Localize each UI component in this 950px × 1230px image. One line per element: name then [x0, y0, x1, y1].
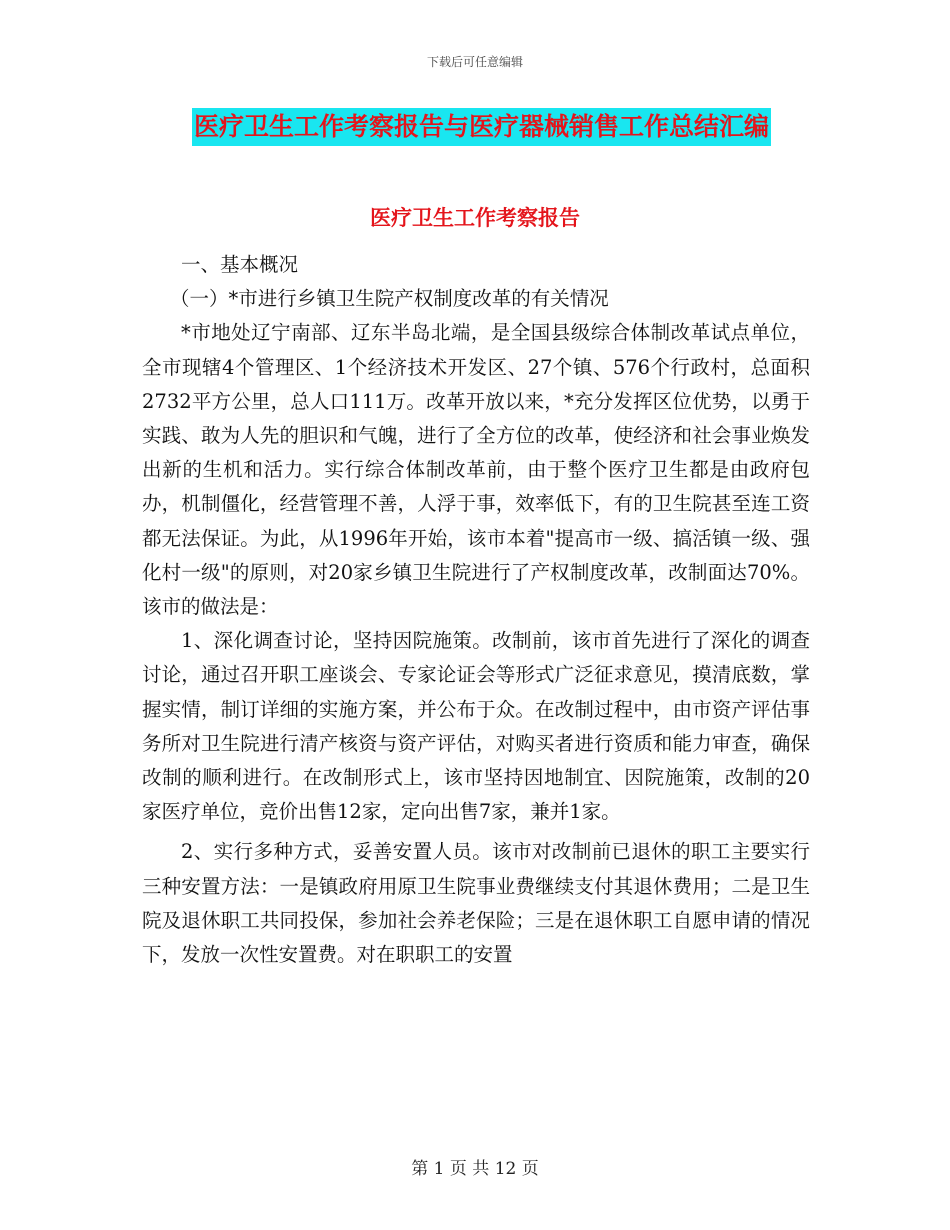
document-body [142, 248, 810, 972]
document-title: 医疗卫生工作考察报告与医疗器械销售工作总结汇编 [192, 108, 771, 146]
paragraph-3: 2、实行多种方式，妥善安置人员。该市对改制前已退休的职工主要实行三种安置方法：一是镇政府用原卫生院事业费继续支付其退休费用；二是卫生院及退休职工共同投保，参加社会养老保险；三是在退休职工自愿申请的情况下，发放一次性安置费。对在职职工的安置 [142, 840, 810, 967]
header-note: 下载后可任意编辑 [426, 55, 523, 69]
heading-basic-overview: 一、基本概况 [181, 253, 299, 276]
page-indicator: 第 1 页 共 12 页 [411, 1159, 539, 1179]
subheading-reform: （一）*市进行乡镇卫生院产权制度改革的有关情况 [170, 287, 609, 311]
paragraph-2: 1、深化调查讨论，坚持因院施策。改制前，该市首先进行了深化的调查讨论，通过召开职工座谈会、专家论证会等形式广泛征求意见，摸清底数，掌握实情，制订详细的实施方案，并公布于众。在改制过程中，由市资产评估事务所对卫生院进行清产核资与资产评估，对购买者进行资质和能力审查，确保改制的顺利进行。在改制形式上，该市坚持因地制宜、因院施策，改制的20家医疗单位，竞价出售12家，定向出售7家，兼并1家。 [142, 629, 810, 824]
paragraph-1: *市地处辽宁南部、辽东半岛北端，是全国县级综合体制改革试点单位，全市现辖4个管理区、1个经济技术开发区、27个镇、576个行政村，总面积2732平方公里，总人口111万。改革开放以来，*充分发挥区位优势，以勇于实践、敢为人先的胆识和气魄，进行了全方位的改革，使经济和社会事业焕发出新的生机和活力。实行综合体制改革前，由于整个医疗卫生都是由政府包办，机制僵化，经营管理不善，人浮于事，效率低下，有的卫生院甚至连工资都无法保证。为此，从1996年开始，该市本着"提高市一级、搞活镇一级、强化村一级"的原则，对20家乡镇卫生院进行了产权制度改革，改制面达70%。该市的做法是： [142, 321, 810, 619]
section-title: 医疗卫生工作考察报告 [370, 206, 580, 230]
